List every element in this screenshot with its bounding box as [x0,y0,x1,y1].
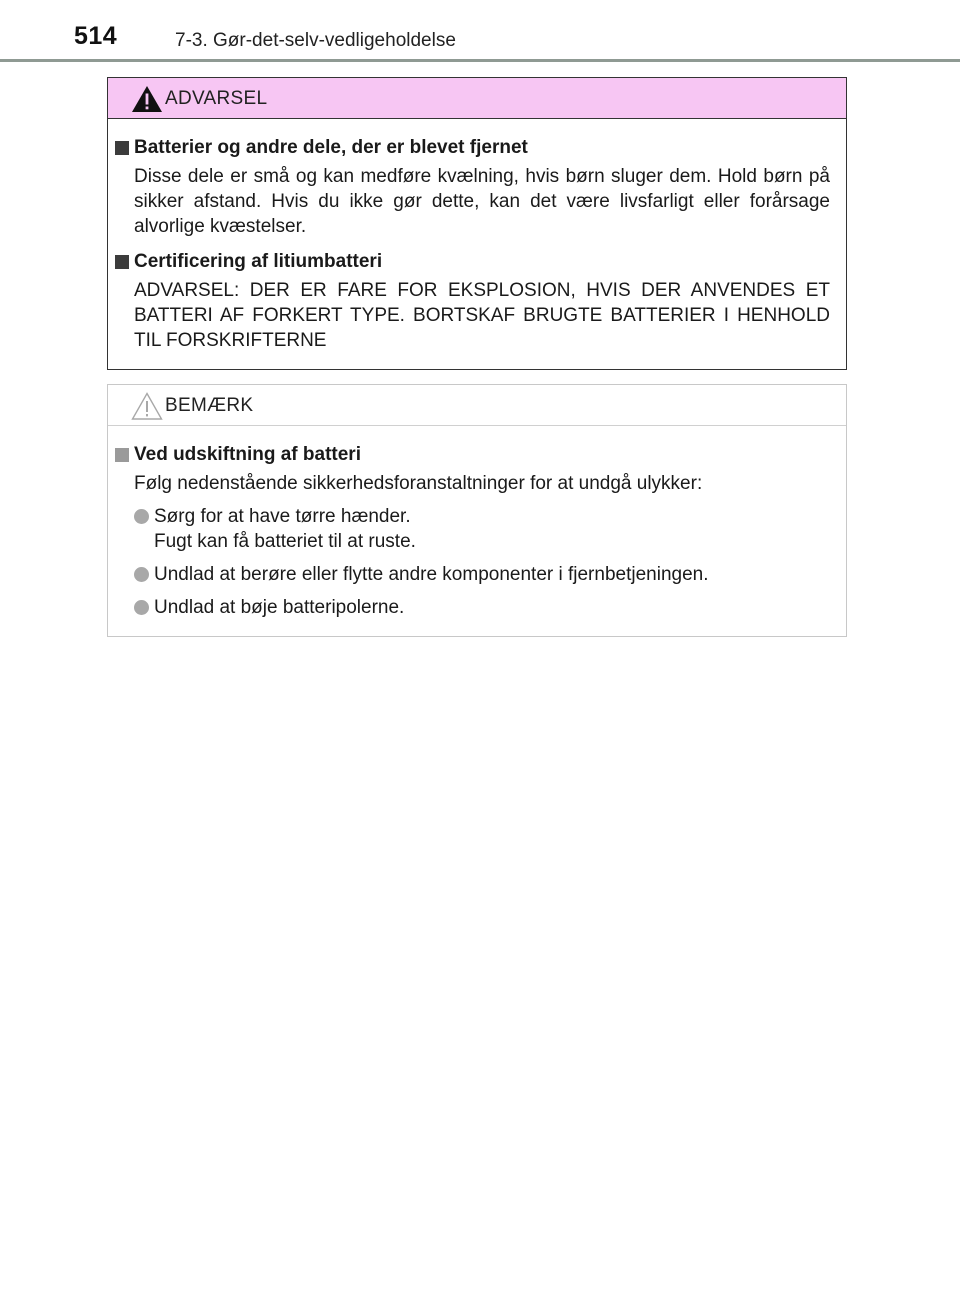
square-bullet-icon [115,141,129,155]
warning-item-title: Certificering af litiumbatteri [134,251,383,272]
round-bullet-icon [134,600,149,615]
warning-item-text: ADVARSEL: DER ER FARE FOR EKSPLOSION, HVIS DER ANVENDES ET BATTERI AF FORKERT TYPE. BORTSKAF BRUGTE BATTERIER I HENHOLD TIL FORSKRIFTERNE [134,280,830,351]
warning-box-body [108,119,846,353]
notice-label: BEMÆRK [165,395,254,416]
notice-bullet [134,595,830,620]
warning-item-title: Batterier og andre dele, der er blevet fjernet [134,137,528,158]
warning-box [107,77,847,370]
notice-bullet-subtext: Fugt kan få batteriet til at ruste. [154,531,416,552]
warning-item [115,135,830,239]
notice-bullet-text: Sørg for at have tørre hænder. [154,506,411,527]
caution-triangle-outline-icon [130,391,164,421]
square-bullet-icon [115,448,129,462]
square-bullet-icon [115,255,129,269]
notice-item-title: Ved udskiftning af batteri [134,444,361,465]
notice-box [107,384,847,637]
notice-item [115,442,830,620]
notice-bullet [134,504,830,554]
header-divider [0,59,960,62]
round-bullet-icon [134,509,149,524]
warning-label: ADVARSEL [165,88,268,109]
page-header [0,0,960,64]
warning-item-text: Disse dele er små og kan medføre kvælning, hvis børn sluger dem. Hold børn på sikker afstand. Hvis du ikke gør dette, kan det være livsfarligt eller forårsage alvorlige kvæstelser. [134,166,830,237]
page-number: 514 [74,22,118,50]
notice-bullet [134,562,830,587]
notice-item-text: Følg nedenstående sikkerhedsforanstaltninger for at undgå ulykker: [134,473,703,494]
notice-bullet-text: Undlad at bøje batteripolerne. [154,597,405,618]
section-title: 7-3. Gør-det-selv-vedligeholdelse [175,30,456,51]
notice-bullet-text: Undlad at berøre eller flytte andre komponenter i fjernbetjeningen. [154,564,709,585]
warning-box-header [108,78,846,119]
warning-triangle-icon [130,84,164,114]
notice-box-body [108,426,846,620]
notice-box-header [108,385,846,426]
round-bullet-icon [134,567,149,582]
warning-item [115,249,830,353]
